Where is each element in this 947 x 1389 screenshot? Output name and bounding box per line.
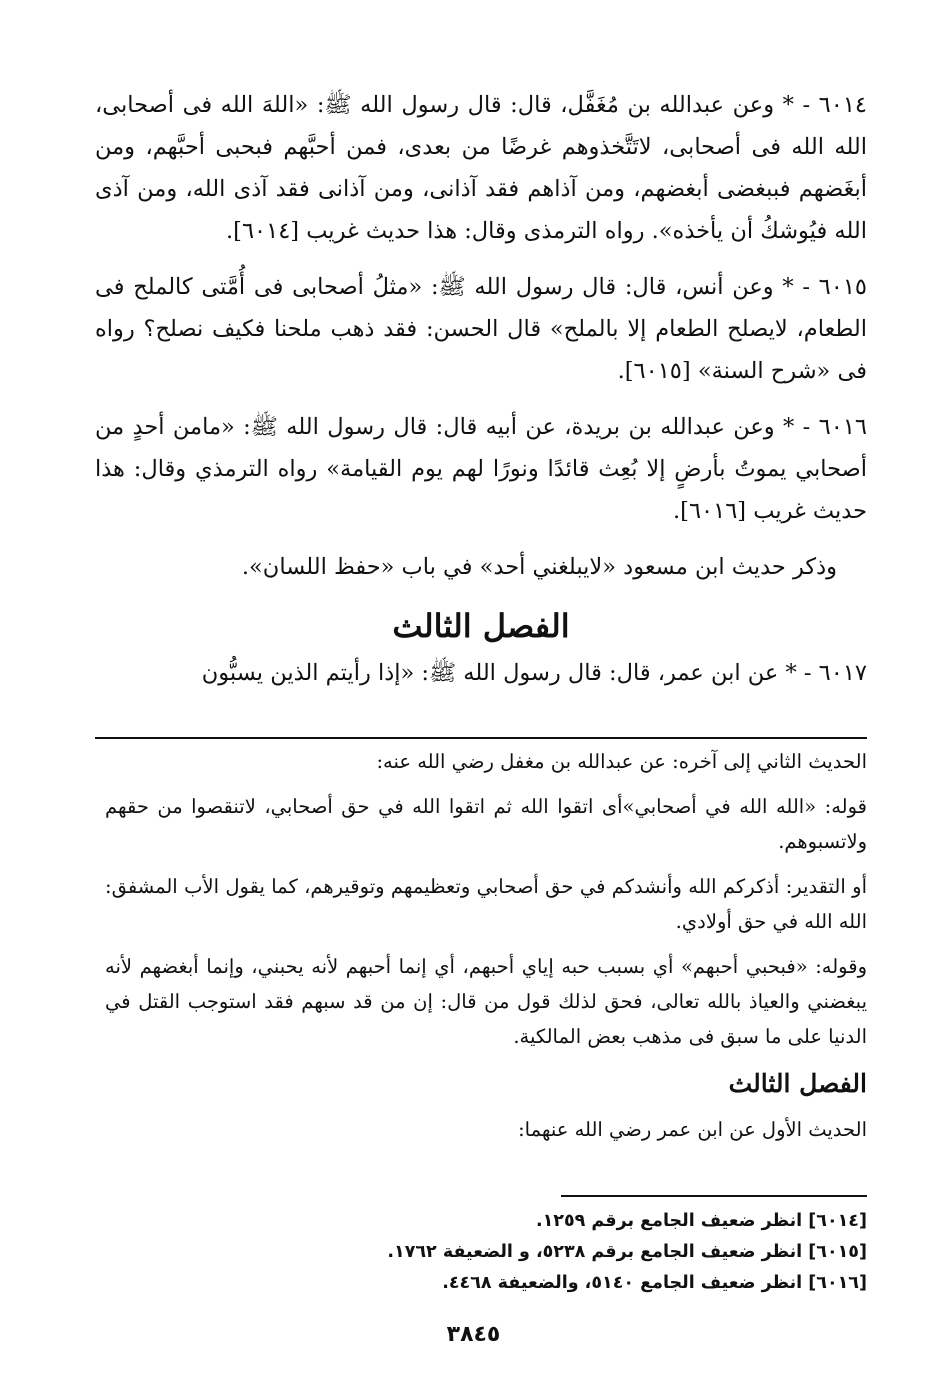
- commentary-paragraph-4: الحديث الأول عن ابن عمر رضي الله عنهما:: [518, 1118, 867, 1141]
- text-divider: [95, 737, 867, 739]
- footnote-6014: [٦٠١٤] انظر ضعيف الجامع برقم ١٢٥٩.: [535, 1211, 867, 1231]
- footnote-6016: [٦٠١٦] انظر ضعيف الجامع ٥١٤٠، والضعيفة ٤٤٦٨.: [442, 1273, 867, 1293]
- footnotes: [300, 1206, 867, 1299]
- commentary-paragraph-1: قوله: «الله الله في أصحابي»أى اتقوا الله ثم اتقوا الله في حق أصحابي، لاتنقصوا من حقهم ولاتسبوهم.: [105, 795, 867, 853]
- section-heading-third: الفصل الثالث: [392, 607, 570, 645]
- hadith-6016: ٦٠١٦ - * وعن عبدالله بن بريدة، عن أبيه قال: قال رسول الله ﷺ: «مامن أحدٍ من أصحابي يموتُ بأرضٍ إلا بُعِث قائدًا ونورًا لهم يوم القيامة» رواه الترمذي وقال: هذا حديث غريب [٦٠١٦].: [95, 414, 867, 524]
- hadith-text-block: [95, 84, 867, 708]
- cross-reference-note: وذكر حديث ابن مسعود «لايبلغني أحد» في باب «حفظ اللسان».: [241, 554, 837, 580]
- page-number: ٣٨٤٥: [446, 1322, 501, 1347]
- commentary-block: [105, 744, 867, 1157]
- hadith-6017: ٦٠١٧ - * عن ابن عمر، قال: قال رسول الله ﷺ: «إذا رأيتم الذين يسبُّون: [201, 660, 867, 686]
- footnote-6015: [٦٠١٥] انظر ضعيف الجامع برقم ٥٢٣٨، و الضعيفة ١٧٦٢.: [387, 1242, 867, 1262]
- commentary-heading-third: الفصل الثالث: [728, 1069, 867, 1098]
- footnote-divider: [561, 1195, 867, 1197]
- commentary-paragraph-3: وقوله: «فبحبي أحبهم» أي بسبب حبه إياي أحبهم، أي إنما أحبهم لأنه يحبني، وإنما أبغضهم لأنه يبغضني والعياذ بالله تعالى، فحق لذلك قول من قال: إن من قد سبهم فقد استوجب القتل في الدنيا على ما سبق فى مذهب بعض المالكية.: [105, 955, 867, 1048]
- hadith-6014: ٦٠١٤ - * وعن عبدالله بن مُغَفَّل، قال: قال رسول الله ﷺ: «اللهَ الله فى أصحابى، الله الله فى أصحابى، لاتَتَّخذوهم غرضًا من بعدى، فمن أحبَّهم فبحبى أحبَّهم، ومن أبغَضهم فببغضى أبغضهم، ومن آذاهم فقد آذانى، ومن آذانى فقد آذى الله، ومن آذى الله فيُوشكُ أن يأخذه». رواه الترمذى وقال: هذا حديث غريب [٦٠١٤].: [95, 92, 867, 244]
- hadith-6015: ٦٠١٥ - * وعن أنس، قال: قال رسول الله ﷺ: «مثلُ أصحابى فى أُمَّتى كالملح فى الطعام، لايصلح الطعام إلا بالملح» قال الحسن: فقد ذهب ملحنا فكيف نصلح؟ رواه فى «شرح السنة» [٦٠١٥].: [95, 274, 867, 384]
- commentary-paragraph-2: أو التقدير: أذكركم الله وأنشدكم في حق أصحابي وتعظيمهم وتوقيرهم، كما يقول الأب المشفق: الله الله في حق أولادي.: [105, 875, 867, 933]
- commentary-intro: الحديث الثاني إلى آخره: عن عبدالله بن مغفل رضي الله عنه:: [376, 750, 867, 773]
